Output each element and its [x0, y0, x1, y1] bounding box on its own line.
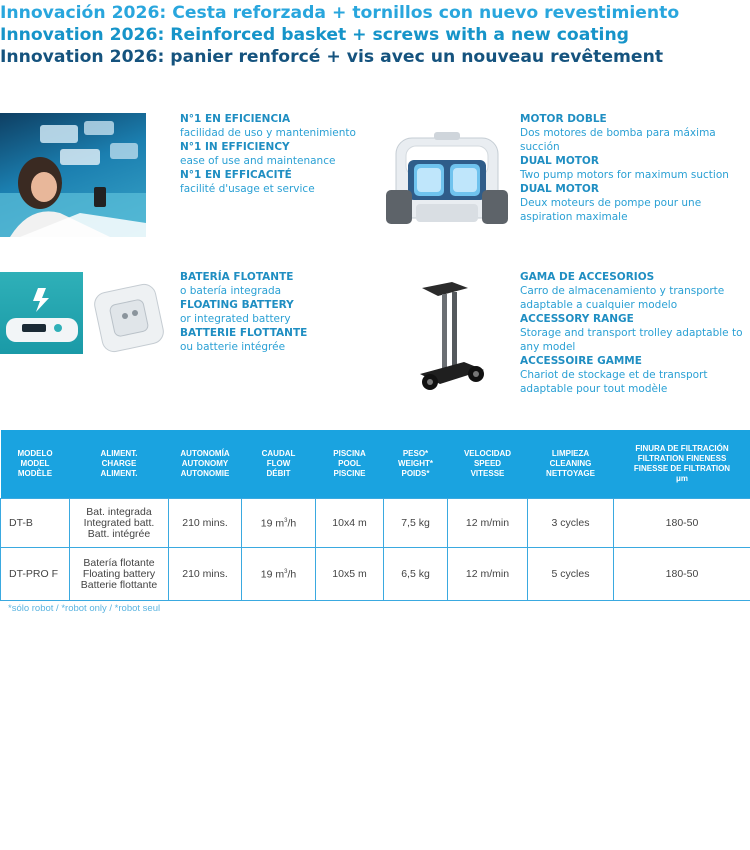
- feature-desc: facilité d'usage et service: [180, 183, 315, 195]
- dual-motor-robot-image: [384, 132, 510, 232]
- header-speed: VELOCIDAD SPEED VITESSE: [448, 430, 528, 499]
- table-row: [1, 499, 750, 548]
- cell-model: DT-B: [1, 499, 70, 548]
- feature-desc: Deux moteurs de pompe pour une aspiration maximale: [520, 197, 702, 223]
- feature-title: MOTOR DOBLE: [520, 113, 607, 125]
- battery-unit-image: [90, 280, 168, 356]
- headline-spanish: Innovación 2026: Cesta reforzada + tornillos con nuevo revestimiento: [0, 3, 680, 23]
- cell-weight: 7,5 kg: [384, 499, 448, 548]
- feature-desc: or integrated battery: [180, 313, 291, 325]
- feature-desc: Carro de almacenamiento y transporte adaptable a cualquier modelo: [520, 285, 725, 311]
- cell-flow: 19 $m^3/h$: [242, 499, 316, 548]
- cell-model: DT-PRO F: [1, 548, 70, 601]
- feature-title: BATTERIE FLOTTANTE: [180, 327, 308, 339]
- cell-flow: 19 $m^3/h$: [242, 548, 316, 601]
- feature-desc: Storage and transport trolley adaptable to any model: [520, 327, 743, 353]
- feature-title: BATERÍA FLOTANTE: [180, 271, 294, 283]
- header-weight: PESO* WEIGHT* POIDS*: [384, 430, 448, 499]
- cell-cleaning: 3 cycles: [528, 499, 614, 548]
- feature-desc: o batería integrada: [180, 285, 282, 297]
- footnote: *sólo robot / *robot only / *robot seul: [8, 603, 161, 614]
- feature-title: ACCESSOIRE GAMME: [520, 355, 642, 367]
- headline-english: Innovation 2026: Reinforced basket + screws with a new coating: [0, 25, 629, 45]
- feature-desc: ease of use and maintenance: [180, 155, 336, 167]
- cell-cleaning: 5 cycles: [528, 548, 614, 601]
- feature-title: N°1 EN EFFICACITÉ: [180, 169, 292, 181]
- feature-title: DUAL MOTOR: [520, 183, 599, 195]
- cell-filtration: 180-50: [614, 548, 750, 601]
- cell-pool: 10x4 m: [316, 499, 384, 548]
- cell-autonomy: 210 mins.: [169, 499, 242, 548]
- floating-battery-photo: [0, 272, 83, 354]
- app-control-photo: [0, 113, 146, 237]
- header-model: MODELO MODEL MODÈLE: [1, 430, 70, 499]
- feature-title: N°1 EN EFICIENCIA: [180, 113, 291, 125]
- feature-desc: Dos motores de bomba para máxima succión: [520, 127, 716, 153]
- feature-efficiency: [180, 112, 380, 196]
- feature-title: DUAL MOTOR: [520, 155, 599, 167]
- feature-desc: Two pump motors for maximum suction: [520, 169, 729, 181]
- header-pool: PISCINA POOL PISCINE: [316, 430, 384, 499]
- cell-power: Bat. integrada Integrated batt. Batt. intégrée: [70, 499, 169, 548]
- table-header-row: [1, 430, 750, 499]
- feature-dual-motor: [520, 112, 745, 224]
- feature-floating-battery: [180, 270, 380, 354]
- header-cleaning: LIMPIEZA CLEANING NETTOYAGE: [528, 430, 614, 499]
- feature-title: N°1 IN EFFICIENCY: [180, 141, 290, 153]
- cell-pool: 10x5 m: [316, 548, 384, 601]
- feature-desc: ou batterie intégrée: [180, 341, 286, 353]
- feature-title: GAMA DE ACCESORIOS: [520, 271, 655, 283]
- header-flow: CAUDAL FLOW DÉBIT: [242, 430, 316, 499]
- feature-title: ACCESSORY RANGE: [520, 313, 634, 325]
- feature-title: FLOATING BATTERY: [180, 299, 294, 311]
- headline-french: Innovation 2026: panier renforcé + vis avec un nouveau revêtement: [0, 47, 664, 67]
- feature-desc: facilidad de uso y mantenimiento: [180, 127, 356, 139]
- cell-filtration: 180-50: [614, 499, 750, 548]
- header-power: ALIMENT. CHARGE ALIMENT.: [70, 430, 169, 499]
- transport-trolley-image: [412, 278, 492, 400]
- cell-autonomy: 210 mins.: [169, 548, 242, 601]
- spec-table: [0, 430, 750, 601]
- header-filtration: FINURA DE FILTRACIÓN FILTRATION FINENESS FINESSE DE FILTRATION μm: [614, 430, 750, 499]
- cell-power: Batería flotante Floating battery Batterie flottante: [70, 548, 169, 601]
- cell-weight: 6,5 kg: [384, 548, 448, 601]
- feature-desc: Chariot de stockage et de transport adaptable pour tout modèle: [520, 369, 708, 395]
- header-autonomy: AUTONOMÍA AUTONOMY AUTONOMIE: [169, 430, 242, 499]
- feature-accessory-range: [520, 270, 748, 396]
- cell-speed: 12 m/min: [448, 499, 528, 548]
- table-row: [1, 548, 750, 601]
- cell-speed: 12 m/min: [448, 548, 528, 601]
